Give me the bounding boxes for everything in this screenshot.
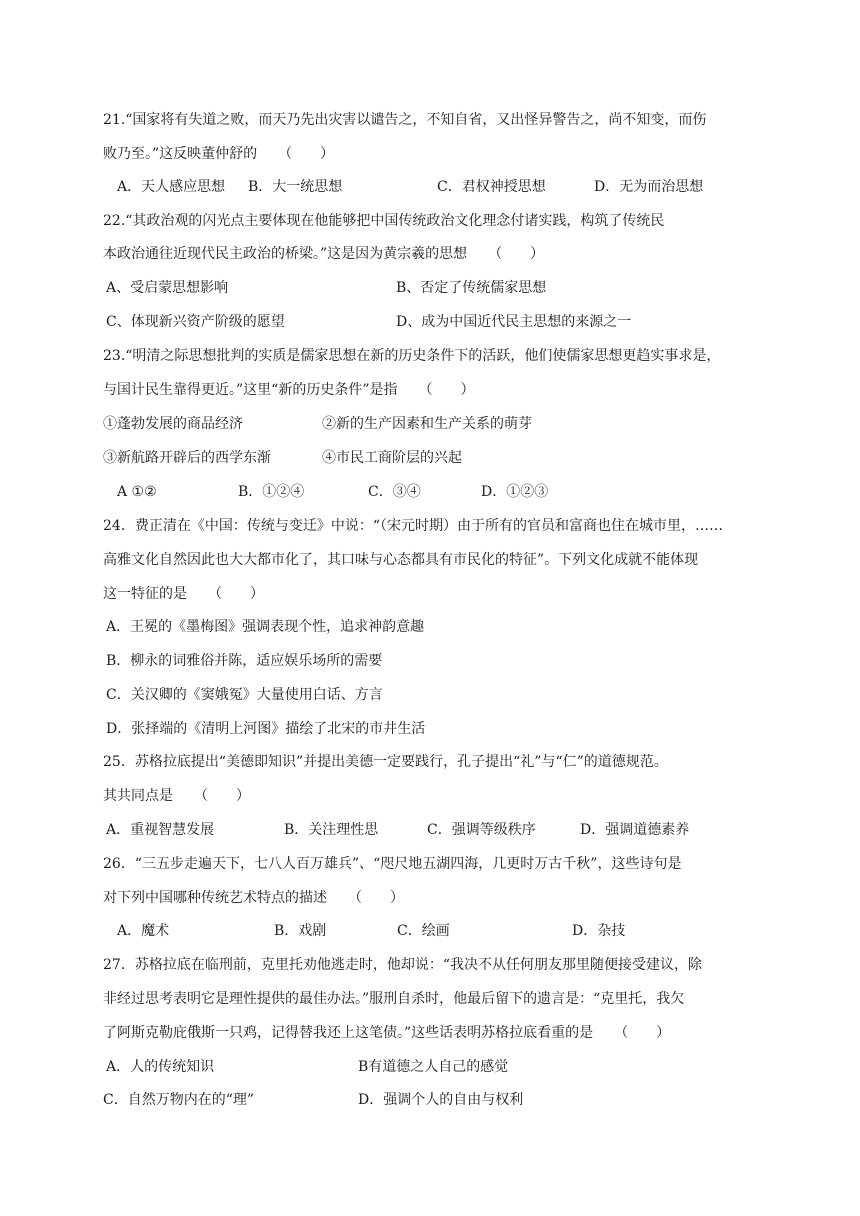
option-c: C．自然万物内在的“理” [103, 1092, 255, 1108]
option-c: C．君权神授思想 [437, 179, 546, 195]
option-d: D、成为中国近代民主思想的来源之一 [396, 314, 632, 330]
option-a: A．魔术 [117, 923, 170, 939]
option-b: B．①②④ [238, 484, 305, 500]
question-stem-line: 败乃至。”这反映董仲舒的 （ ） [103, 146, 335, 162]
option-d: D．杂技 [572, 923, 626, 939]
option-d: D．强调道德素养 [580, 822, 690, 838]
option-b: B．戏剧 [274, 923, 327, 939]
question-stem-line: 26．“三五步走遍天下，七八人百万雄兵”、“咫尺地五湖四海，几更时万古千秋”，这些诗句是 [103, 856, 682, 872]
question-stem-line: 本政治通往近现代民主政治的桥梁。”这是因为黄宗羲的思想 （ ） [103, 246, 545, 262]
question-stem-line: 与国计民生靠得更近。”这里“新的历史条件”是指 （ ） [103, 382, 475, 398]
question-stem-line: 22.“其政治观的闪光点主要体现在他能够把中国传统政治文化理念付诸实践，构筑了传统民 [103, 213, 665, 229]
option-b: B．大一统思想 [248, 179, 343, 195]
statement-4: ④市民工商阶层的兴起 [322, 450, 462, 466]
question-stem-line: 非经过思考表明它是理性提供的最佳办法。”服刑自杀时，他最后留下的遗言是：“克里托，我欠 [103, 991, 685, 1007]
question-stem-line: 23.“明清之际思想批判的实质是儒家思想在新的历史条件下的活跃，他们使儒家思想更趋实事求是， [103, 348, 721, 364]
option-d: D．①②③ [481, 484, 549, 500]
option-d: D．无为而治思想 [594, 179, 704, 195]
option-a: A、受启蒙思想影响 [106, 280, 229, 296]
option-b: B有道德之人自己的感觉 [358, 1059, 509, 1075]
option-a: A．王冕的《墨梅图》强调表现个性，追求神韵意趣 [106, 619, 425, 635]
option-c: C．③④ [368, 484, 421, 500]
option-a: A．人的传统知识 [106, 1059, 215, 1075]
option-a: A．重视智慧发展 [106, 822, 215, 838]
option-b: B、否定了传统儒家思想 [396, 280, 547, 296]
option-c: C．绘画 [397, 923, 450, 939]
question-stem-line: 了阿斯克勒庇俄斯一只鸡，记得替我还上这笔债。”这些话表明苏格拉底看重的是 （ ） [103, 1025, 671, 1041]
statement-3: ③新航路开辟后的西学东渐 [103, 450, 271, 466]
option-d: D．张择端的《清明上河图》描绘了北宋的市井生活 [106, 721, 426, 737]
question-stem-line: 这一特征的是 （ ） [103, 586, 264, 602]
statement-1: ①蓬勃发展的商品经济 [103, 416, 243, 432]
option-a: A．天人感应思想 [117, 179, 226, 195]
option-c: C、体现新兴资产阶级的愿望 [106, 314, 285, 330]
option-c: C．关汉卿的《窦娥冤》大量使用白话、方言 [106, 687, 383, 703]
option-b: B．关注理性思 [284, 822, 379, 838]
question-stem-line: 高雅文化自然因此也大大都市化了，其口味与心态都具有市民化的特征”。下列文化成就不能体现 [103, 552, 699, 568]
option-b: B．柳永的词雅俗并陈，适应娱乐场所的需要 [106, 653, 383, 669]
question-stem-line: 对下列中国哪种传统艺术特点的描述 （ ） [103, 890, 404, 906]
question-stem-line: 25．苏格拉底提出“美德即知识”并提出美德一定要践行，孔子提出“礼”与“仁”的道德规范。 [103, 754, 668, 770]
option-a: A ①② [117, 484, 157, 500]
option-d: D．强调个人的自由与权利 [358, 1092, 524, 1108]
question-stem-line: 27．苏格拉底在临刑前，克里托劝他逃走时，他却说：“我决不从任何朋友那里随便接受建议，除 [103, 957, 702, 973]
question-stem-line: 其共同点是 （ ） [103, 788, 250, 804]
question-stem-line: 21.“国家将有失道之败，而天乃先出灾害以谴告之，不知自省，又出怪异警告之，尚不知变，而伤 [103, 112, 707, 128]
statement-2: ②新的生产因素和生产关系的萌芽 [322, 416, 532, 432]
question-stem-line: 24．费正清在《中国：传统与变迁》中说：“（宋元时期）由于所有的官员和富商也住在城市里，…… [103, 518, 723, 534]
option-c: C．强调等级秩序 [427, 822, 536, 838]
